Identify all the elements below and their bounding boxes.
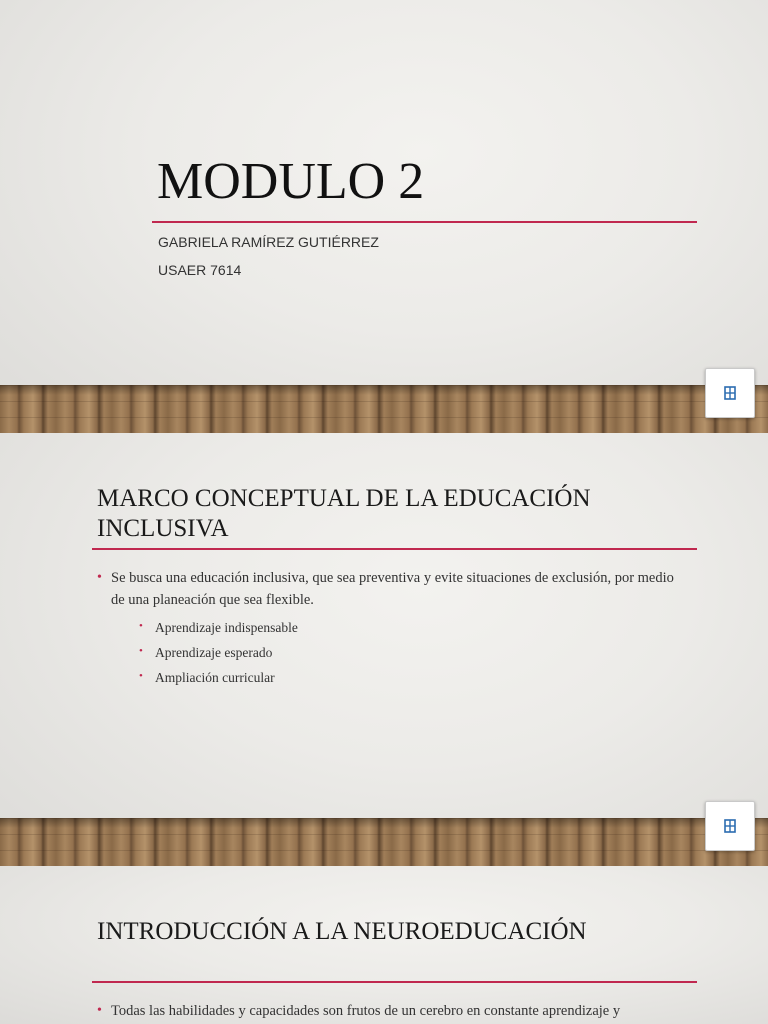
list-item	[97, 567, 687, 690]
bullet-list	[97, 567, 687, 690]
author-affiliation: USAER 7614	[158, 262, 242, 278]
title-divider	[152, 221, 697, 223]
slide-view-button[interactable]	[705, 801, 755, 851]
slide-heading-line-2: INCLUSIVA	[97, 515, 229, 542]
heading-divider	[92, 548, 697, 550]
slide-title: MODULO 2	[157, 153, 425, 210]
sub-list-item: • Aprendizaje esperado	[139, 640, 687, 665]
sub-list-item: • Ampliación curricular	[139, 665, 687, 690]
bullet-text: Se busca una educación inclusiva, que sea preventiva y evite situaciones de exclusión, por medio de una planeación que sea flexible.	[111, 570, 674, 608]
heading-divider	[92, 981, 697, 983]
sub-list-item: • Aprendizaje indispensable	[139, 615, 687, 640]
slide-notes-icon	[724, 819, 736, 833]
sub-bullet-list	[111, 615, 687, 690]
slide-heading	[97, 484, 591, 544]
slide-3	[0, 866, 768, 1024]
slide-heading-line-1: MARCO CONCEPTUAL DE LA EDUCACIÓN	[97, 485, 591, 512]
slide-view-button[interactable]	[705, 368, 755, 418]
bullet-list	[97, 1000, 687, 1022]
slide-1	[0, 0, 768, 433]
slide-heading: INTRODUCCIÓN A LA NEUROEDUCACIÓN	[97, 918, 587, 945]
bullet-text: Todas las habilidades y capacidades son frutos de un cerebro en constante aprendizaje y	[111, 1003, 621, 1019]
author-name: GABRIELA RAMÍREZ GUTIÉRREZ	[158, 234, 379, 250]
wood-floor	[0, 385, 768, 433]
slide-notes-icon	[724, 386, 736, 400]
slide-2	[0, 433, 768, 866]
list-item	[97, 1000, 687, 1022]
wood-floor	[0, 818, 768, 866]
